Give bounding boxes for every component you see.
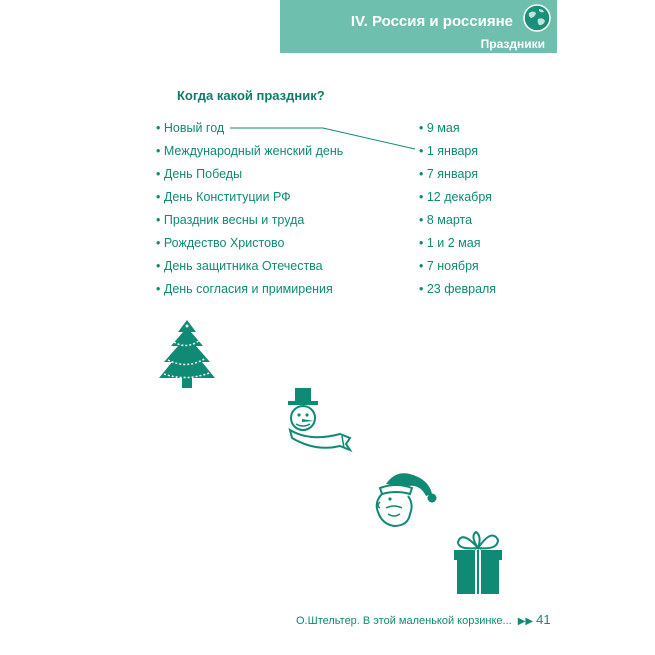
christmas-tree-icon	[156, 318, 218, 390]
holiday-item: • Международный женский день	[156, 142, 343, 165]
date-item: • 1 января	[419, 142, 496, 165]
holiday-item: • Праздник весны и труда	[156, 211, 343, 234]
date-item: • 23 февраля	[419, 280, 496, 303]
chapter-title: IV. Россия и россияне	[350, 13, 513, 30]
holiday-item: • День Победы	[156, 165, 343, 188]
page-footer	[296, 612, 551, 627]
date-item: • 1 и 2 мая	[419, 234, 496, 257]
holiday-item: • День защитника Отечества	[156, 257, 343, 280]
holiday-item: • Рождество Христово	[156, 234, 343, 257]
gift-box-icon	[448, 526, 508, 598]
exercise-question: Когда какой праздник?	[177, 88, 325, 103]
santa-claus-icon	[368, 466, 440, 530]
snowman-icon	[280, 386, 354, 454]
holiday-item: • День Конституции РФ	[156, 188, 343, 211]
holiday-item: • Новый год	[156, 119, 343, 142]
date-item: • 7 января	[419, 165, 496, 188]
date-item: • 8 марта	[419, 211, 496, 234]
date-item: • 9 мая	[419, 119, 496, 142]
double-arrow-icon: ▶▶	[517, 616, 534, 627]
section-title: Праздники	[480, 37, 545, 51]
source-citation: О.Штельтер. В этой маленькой корзинке...	[296, 615, 512, 627]
holidays-list	[156, 119, 343, 303]
date-item: • 12 декабря	[419, 188, 496, 211]
date-item: • 7 ноября	[419, 257, 496, 280]
globe-icon	[523, 4, 551, 32]
dates-list	[419, 119, 496, 303]
chapter-header	[280, 0, 557, 53]
page-number: 41	[536, 612, 551, 627]
holiday-item: • День согласия и примирения	[156, 280, 343, 303]
